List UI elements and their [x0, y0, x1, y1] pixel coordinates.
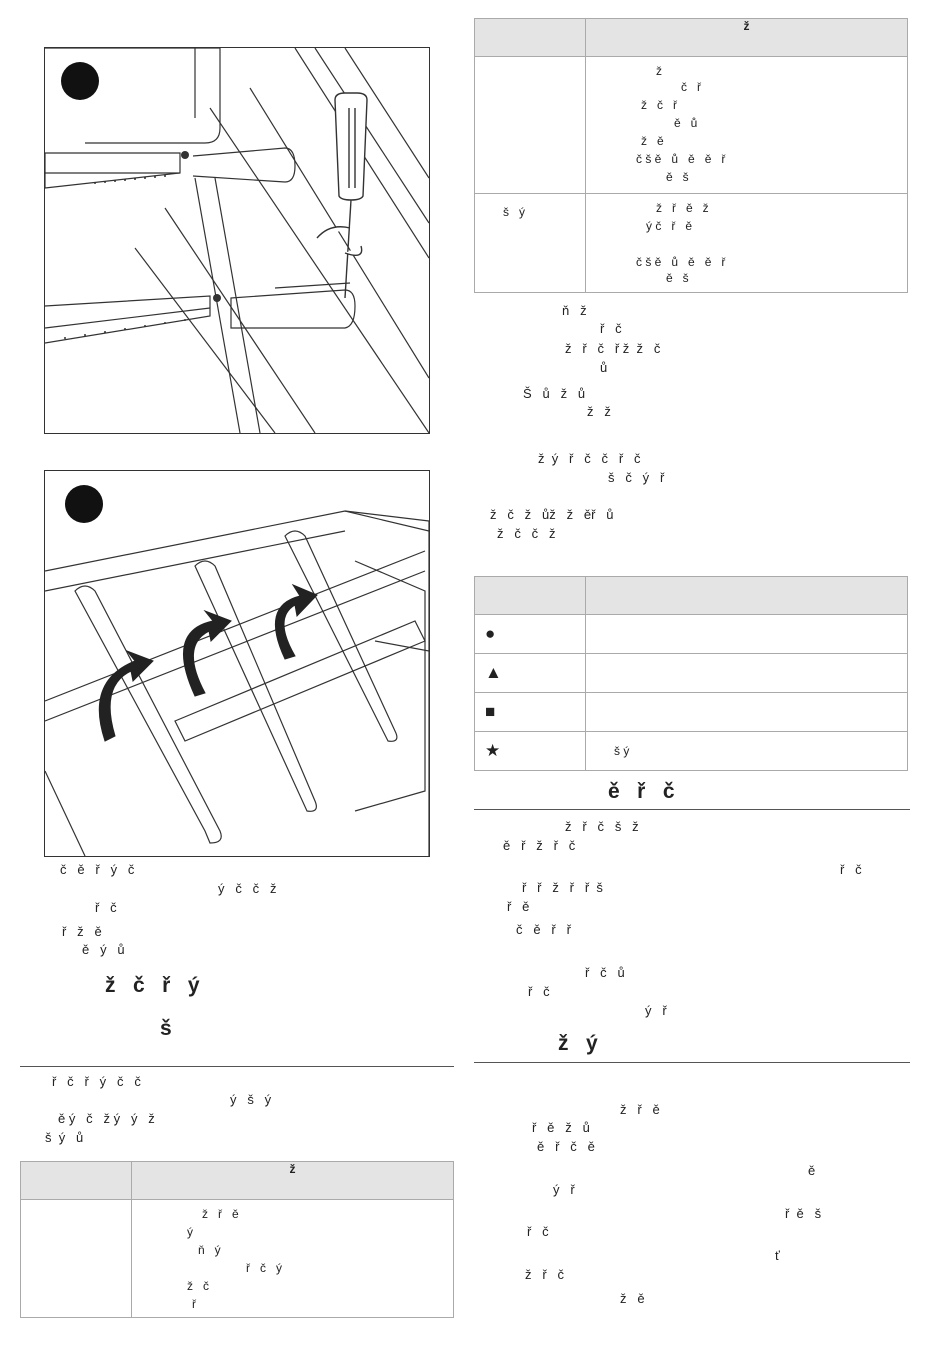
table-header-col2: ž	[586, 19, 908, 57]
text-line: ž ě	[641, 134, 664, 148]
symbol-desc: š ý	[586, 732, 908, 771]
text-line: ž ř č	[525, 1267, 564, 1282]
text-line: ž č ž ůž ž ěř ů	[490, 507, 614, 522]
square-icon: ■	[475, 693, 586, 732]
table-row-2-left	[475, 194, 586, 293]
text-line: ř č ý	[246, 1261, 282, 1275]
table-bottom-left	[20, 1161, 454, 1318]
text-line: ě ř ž ř č	[503, 838, 576, 853]
section-heading-right-1: ě ř č	[608, 780, 675, 803]
section-heading-left-2: š	[160, 1017, 172, 1040]
text-line: ř č ů	[585, 965, 625, 980]
text-line: ž ř č š ž	[565, 819, 639, 834]
text-line: ř ř ž ř ř š	[522, 880, 603, 895]
text-line: ř	[192, 1297, 196, 1311]
table-row-1-right	[132, 1200, 454, 1318]
table-header-col2: ž	[132, 1162, 454, 1200]
text-line: ě š	[666, 271, 689, 285]
text-line: ě ý ů	[82, 942, 125, 957]
text-line: ž ý ř č č ř č	[538, 451, 641, 466]
table-header-col1	[21, 1162, 132, 1200]
text-line: č ř	[681, 80, 701, 94]
text-line: ř ě š	[785, 1206, 822, 1221]
figure-burners-rotate	[44, 470, 430, 857]
text-line: ř č	[840, 862, 862, 877]
section-heading-left-1: ž č ř ý	[105, 974, 200, 997]
divider	[474, 809, 910, 810]
text-line: ž ř ě	[620, 1102, 660, 1117]
symbol-desc	[586, 654, 908, 693]
text-line: ý č ř ě	[646, 219, 693, 233]
illustration-burners	[45, 471, 429, 856]
table-header-col1	[475, 19, 586, 57]
text-line: ý š ý	[230, 1092, 272, 1107]
text-line: ů	[600, 360, 608, 375]
symbol-table-header-2	[586, 577, 908, 615]
symbol-desc	[586, 615, 908, 654]
text-line: ř č ř ý č č	[52, 1074, 141, 1089]
table-row-1-right	[586, 57, 908, 194]
divider	[474, 1062, 910, 1063]
star-icon: ★	[475, 732, 586, 771]
text-line: ň ý	[198, 1243, 221, 1257]
text-line: ř ž ě	[62, 924, 102, 939]
symbol-desc	[586, 693, 908, 732]
text-line: ě š	[666, 170, 689, 184]
text-line: ž č	[187, 1279, 210, 1293]
text-line: ý ř	[553, 1182, 575, 1197]
table-row-1-left	[475, 57, 586, 194]
text-line: š ý	[503, 205, 526, 219]
text-line: ě ý č ž ý ý ž	[58, 1111, 155, 1126]
text-line: ř č	[600, 321, 622, 336]
text-line: ý ř	[645, 1003, 667, 1018]
text-line: š č ý ř	[608, 470, 665, 485]
text-line: Š ů ž ů	[523, 386, 586, 401]
text-line: ž ř č ř ž ž č	[565, 341, 661, 356]
table-top-right	[474, 18, 908, 293]
text-line: č š ě ů ě ě ř	[636, 152, 726, 166]
text-line: č ě ř ý č	[60, 862, 135, 877]
text-line: ř č	[528, 984, 550, 999]
text-line: ř č	[527, 1224, 549, 1239]
text-line: ě ř č ě	[537, 1139, 595, 1154]
triangle-icon: ▲	[475, 654, 586, 693]
text-line: ň ž	[562, 303, 587, 318]
text-line: ě	[808, 1163, 816, 1178]
symbol-table	[474, 576, 908, 771]
table-row	[475, 654, 908, 693]
text-line: ž ř ě	[202, 1207, 239, 1221]
text-line: ř ě	[507, 899, 530, 914]
text-line: ý č č ž	[218, 881, 277, 896]
symbol-table-header-1	[475, 577, 586, 615]
text-line: ř ě ž ů	[532, 1120, 590, 1135]
text-line: ž	[656, 64, 662, 78]
text-line: ž ž	[587, 404, 611, 419]
text-line: ý	[187, 1225, 193, 1239]
illustration-screwdriver	[45, 48, 429, 433]
text-line: ž ě	[620, 1291, 645, 1306]
text-line: ť	[775, 1248, 780, 1263]
text-line: š ý ů	[45, 1130, 84, 1145]
figure-burner-screwdriver	[44, 47, 430, 434]
circle-icon: ●	[475, 615, 586, 654]
text-line: ě ů	[674, 116, 698, 130]
table-row-1-left	[21, 1200, 132, 1318]
table-row	[475, 732, 908, 771]
divider	[20, 1066, 454, 1067]
table-row	[475, 693, 908, 732]
section-heading-right-2: ž ý	[558, 1032, 598, 1055]
text-line: ž č ř	[641, 98, 677, 112]
text-line: ř č	[95, 900, 117, 915]
text-line: č š ě ů ě ě ř	[636, 255, 726, 269]
text-line: č ě ř ř	[516, 922, 571, 937]
table-row-2-right	[586, 194, 908, 293]
text-line: ž č č ž	[497, 526, 556, 541]
text-line: ž ř ě ž	[656, 201, 709, 215]
table-row	[475, 615, 908, 654]
